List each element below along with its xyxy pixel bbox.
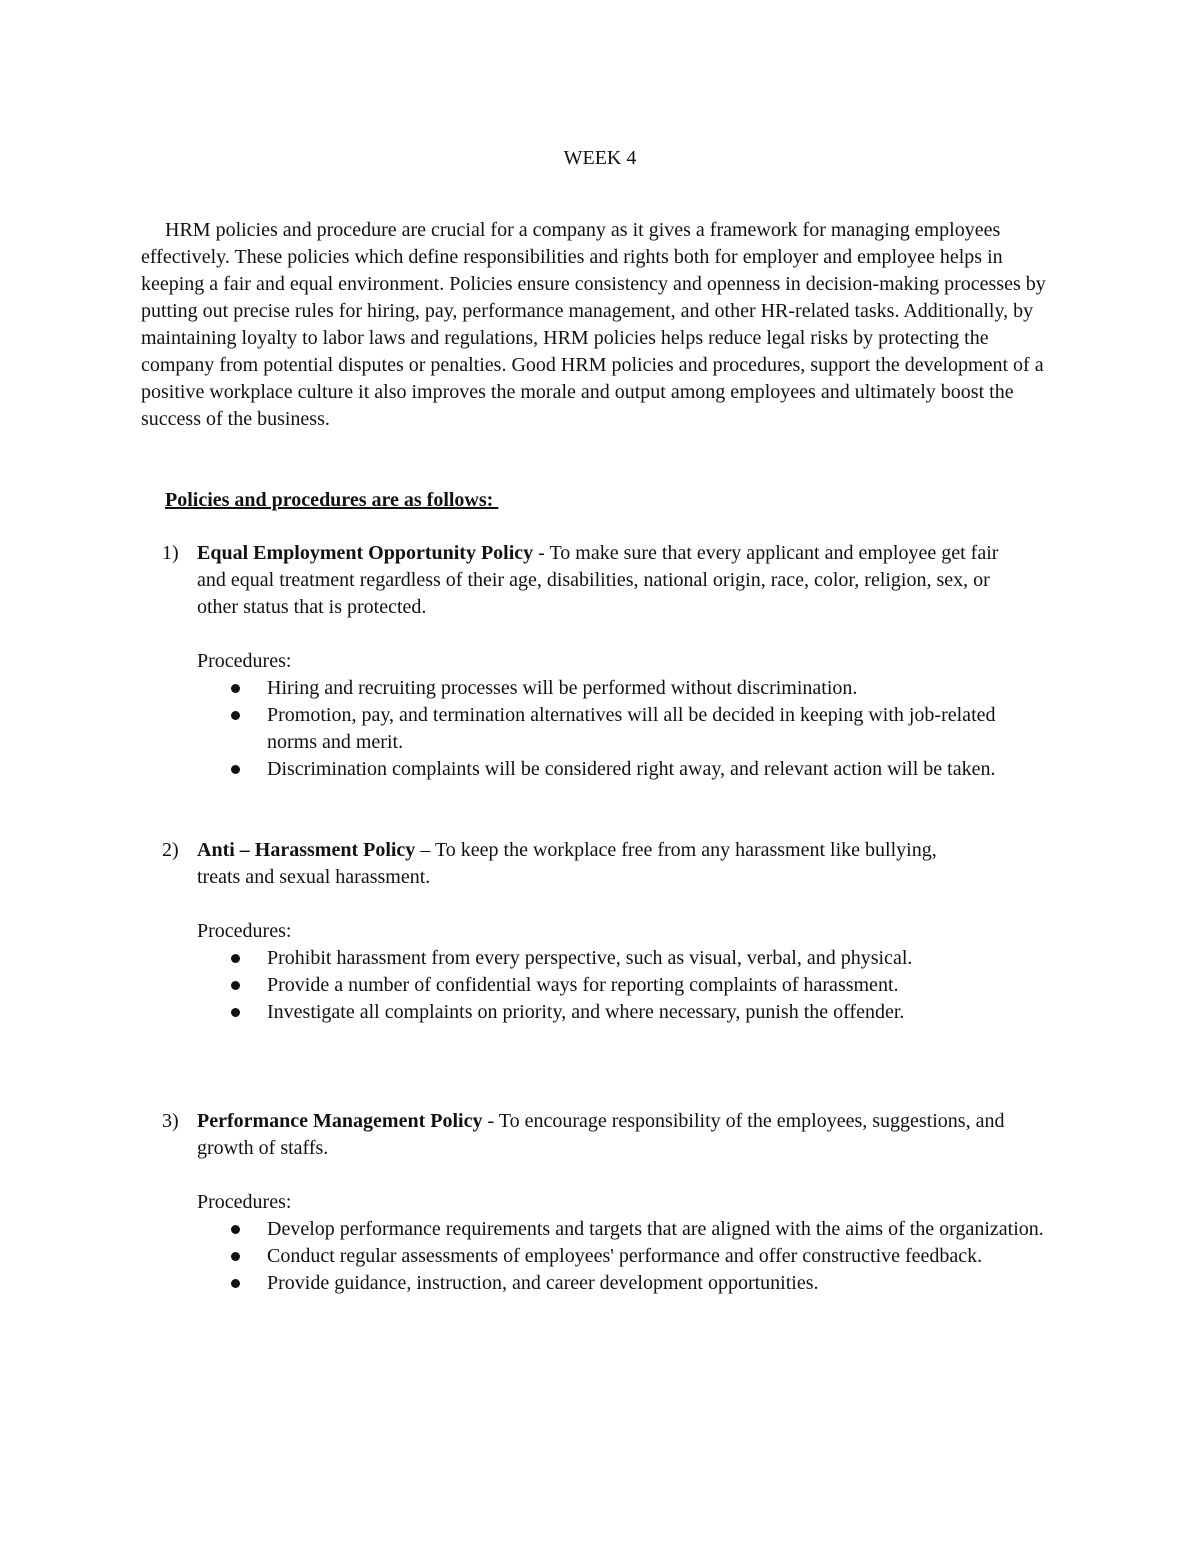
policy-equal-employment — [162, 540, 1062, 783]
list-item: Provide a number of confidential ways for reporting complaints of harassment. — [267, 972, 1057, 999]
bullet-icon — [231, 1225, 240, 1234]
policy-description: - To make sure that every applicant and employee get fair and equal treatment regardless of their age, disabilities, national origin, race, color, religion, sex, or other status that is protected. — [197, 542, 999, 618]
bullet-icon — [231, 1252, 240, 1261]
list-item: Investigate all complaints on priority, and where necessary, punish the offender. — [267, 999, 1057, 1026]
policy-number: 2) — [162, 839, 179, 861]
bullet-icon — [231, 954, 240, 963]
procedures-label: Procedures: — [197, 1191, 292, 1213]
list-item: Conduct regular assessments of employees' performance and offer constructive feedback. — [267, 1243, 1027, 1270]
bullet-icon — [231, 765, 240, 774]
policy-performance-management — [162, 1108, 1062, 1297]
procedures-label: Procedures: — [197, 920, 292, 942]
page-title: WEEK 4 — [563, 147, 637, 169]
policy-name: Equal Employment Opportunity Policy — [197, 542, 534, 564]
policy-name: Anti – Harassment Policy — [197, 839, 416, 861]
policy-number: 3) — [162, 1110, 179, 1132]
policy-heading — [162, 540, 1007, 621]
policy-description-continued: treats and sexual harassment. — [197, 866, 431, 888]
policy-heading — [162, 837, 1017, 864]
list-item: Provide guidance, instruction, and career development opportunities. — [267, 1270, 1057, 1297]
procedures-list — [162, 1216, 1062, 1297]
policy-description: - To encourage responsibility of the employees, suggestions, and growth of staffs. — [197, 1110, 1005, 1159]
bullet-icon — [231, 1008, 240, 1017]
policy-anti-harassment — [162, 837, 1062, 1026]
list-item: Prohibit harassment from every perspective, such as visual, verbal, and physical. — [267, 945, 1057, 972]
list-item: Hiring and recruiting processes will be performed without discrimination. — [267, 675, 1027, 702]
procedures-list — [162, 675, 1062, 783]
procedures-label: Procedures: — [197, 650, 292, 672]
list-item: Discrimination complaints will be considered right away, and relevant action will be taken. — [267, 756, 1047, 783]
bullet-icon — [231, 1279, 240, 1288]
procedures-list — [162, 945, 1062, 1026]
policy-description: – To keep the workplace free from any harassment like bullying, — [415, 839, 937, 861]
bullet-icon — [231, 684, 240, 693]
policy-number: 1) — [162, 542, 179, 564]
list-item: Develop performance requirements and targets that are aligned with the aims of the organization. — [267, 1216, 1057, 1243]
policy-heading — [162, 1108, 1007, 1162]
bullet-icon — [231, 711, 240, 720]
intro-paragraph: HRM policies and procedure are crucial for a company as it gives a framework for managing employees effectively. These policies which define responsibilities and rights both for employer and employee helps in keeping a fair and equal environment. Policies ensure consistency and openness in decision-making processes by putting out precise rules for hiring, pay, performance management, and other HR-related tasks. Additionally, by maintaining loyalty to labor laws and regulations, HRM policies helps reduce legal risks by protecting the company from potential disputes or penalties. Good HRM policies and procedures, support the development of a positive workplace culture it also improves the morale and output among employees and ultimately boost the success of the business. — [141, 219, 1046, 430]
policy-name: Performance Management Policy — [197, 1110, 483, 1132]
section-heading: Policies and procedures are as follows: — [165, 489, 499, 511]
list-item: Promotion, pay, and termination alternatives will all be decided in keeping with job-related norms and merit. — [267, 702, 1027, 756]
bullet-icon — [231, 981, 240, 990]
